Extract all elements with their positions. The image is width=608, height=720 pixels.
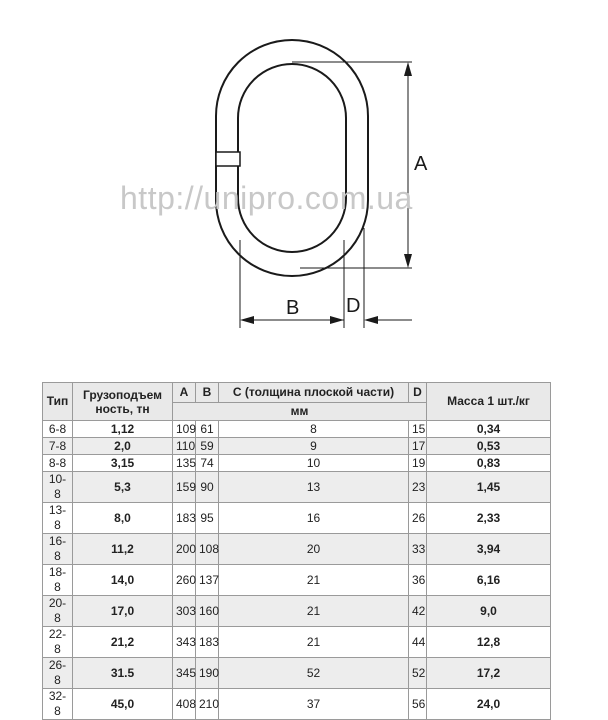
- cell-mass: 17,2: [427, 658, 551, 689]
- cell-type: 20-8: [43, 596, 73, 627]
- cell-load: 8,0: [73, 503, 173, 534]
- table-row: [43, 658, 551, 689]
- cell-d: 42: [409, 596, 427, 627]
- cell-a: 183: [173, 503, 196, 534]
- cell-load: 1,12: [73, 421, 173, 438]
- cell-load: 5,3: [73, 472, 173, 503]
- dimension-a-label: A: [414, 153, 428, 175]
- cell-c: 21: [219, 627, 409, 658]
- cell-type: 13-8: [43, 503, 73, 534]
- cell-d: 36: [409, 565, 427, 596]
- cell-type: 22-8: [43, 627, 73, 658]
- cell-type: 32-8: [43, 689, 73, 720]
- header-d: D: [409, 383, 427, 403]
- header-load: [73, 383, 173, 421]
- table-row: [43, 596, 551, 627]
- cell-mass: 6,16: [427, 565, 551, 596]
- cell-b: 160: [196, 596, 219, 627]
- cell-b: 183: [196, 627, 219, 658]
- cell-c: 21: [219, 565, 409, 596]
- cell-mass: 0,83: [427, 455, 551, 472]
- specification-table: [42, 382, 551, 720]
- cell-a: 159: [173, 472, 196, 503]
- cell-d: 44: [409, 627, 427, 658]
- header-load-line1: Грузоподъем: [82, 387, 163, 402]
- cell-a: 343: [173, 627, 196, 658]
- dimension-b-label: B: [286, 297, 300, 319]
- cell-b: 190: [196, 658, 219, 689]
- cell-type: 10-8: [43, 472, 73, 503]
- cell-c: 20: [219, 534, 409, 565]
- cell-d: 17: [409, 438, 427, 455]
- header-c: C (толщина плоской части): [219, 383, 409, 403]
- cell-d: 56: [409, 689, 427, 720]
- cell-b: 61: [196, 421, 219, 438]
- cell-b: 90: [196, 472, 219, 503]
- table-row: [43, 421, 551, 438]
- cell-a: 109: [173, 421, 196, 438]
- table-row: [43, 455, 551, 472]
- cell-c: 10: [219, 455, 409, 472]
- cell-d: 52: [409, 658, 427, 689]
- cell-load: 45,0: [73, 689, 173, 720]
- link-inner-contour: [238, 64, 346, 252]
- cell-a: 408: [173, 689, 196, 720]
- cell-a: 260: [173, 565, 196, 596]
- cell-mass: 9,0: [427, 596, 551, 627]
- cell-load: 3,15: [73, 455, 173, 472]
- cell-d: 33: [409, 534, 427, 565]
- cell-load: 21,2: [73, 627, 173, 658]
- cell-mass: 24,0: [427, 689, 551, 720]
- header-a: A: [173, 383, 196, 403]
- cell-type: 16-8: [43, 534, 73, 565]
- cell-load: 17,0: [73, 596, 173, 627]
- table-row: [43, 438, 551, 455]
- cell-type: 6-8: [43, 421, 73, 438]
- cell-c: 13: [219, 472, 409, 503]
- cell-b: 137: [196, 565, 219, 596]
- watermark-text: http://unipro.com.ua: [120, 180, 413, 216]
- cell-type: 18-8: [43, 565, 73, 596]
- cell-mass: 1,45: [427, 472, 551, 503]
- cell-mass: 0,53: [427, 438, 551, 455]
- cell-a: 135: [173, 455, 196, 472]
- cell-c: 9: [219, 438, 409, 455]
- cell-b: 95: [196, 503, 219, 534]
- table-row: [43, 472, 551, 503]
- cell-mass: 3,94: [427, 534, 551, 565]
- header-load-line2: ность, тн: [95, 401, 150, 416]
- cell-mass: 2,33: [427, 503, 551, 534]
- cell-c: 8: [219, 421, 409, 438]
- cell-load: 31.5: [73, 658, 173, 689]
- cell-d: 15: [409, 421, 427, 438]
- header-mass: Масса 1 шт./кг: [427, 383, 551, 421]
- cell-type: 7-8: [43, 438, 73, 455]
- weld-joint: [216, 152, 240, 166]
- cell-d: 19: [409, 455, 427, 472]
- cell-d: 26: [409, 503, 427, 534]
- cell-type: 26-8: [43, 658, 73, 689]
- table-row: [43, 503, 551, 534]
- cell-c: 21: [219, 596, 409, 627]
- header-type: Тип: [43, 383, 73, 421]
- cell-a: 303: [173, 596, 196, 627]
- cell-a: 110: [173, 438, 196, 455]
- table-row: [43, 627, 551, 658]
- cell-b: 59: [196, 438, 219, 455]
- table-header: [43, 383, 551, 421]
- cell-load: 14,0: [73, 565, 173, 596]
- cell-load: 11,2: [73, 534, 173, 565]
- cell-b: 108: [196, 534, 219, 565]
- cell-mass: 0,34: [427, 421, 551, 438]
- dimension-d-label: D: [346, 295, 361, 317]
- header-b: B: [196, 383, 219, 403]
- cell-b: 210: [196, 689, 219, 720]
- cell-mass: 12,8: [427, 627, 551, 658]
- table-row: [43, 565, 551, 596]
- table-row: [43, 689, 551, 720]
- cell-a: 200: [173, 534, 196, 565]
- cell-c: 37: [219, 689, 409, 720]
- header-unit: мм: [173, 403, 427, 421]
- cell-type: 8-8: [43, 455, 73, 472]
- cell-b: 74: [196, 455, 219, 472]
- cell-d: 23: [409, 472, 427, 503]
- cell-c: 16: [219, 503, 409, 534]
- table-body: [43, 421, 551, 720]
- table-row: [43, 534, 551, 565]
- cell-load: 2,0: [73, 438, 173, 455]
- cell-a: 345: [173, 658, 196, 689]
- cell-c: 52: [219, 658, 409, 689]
